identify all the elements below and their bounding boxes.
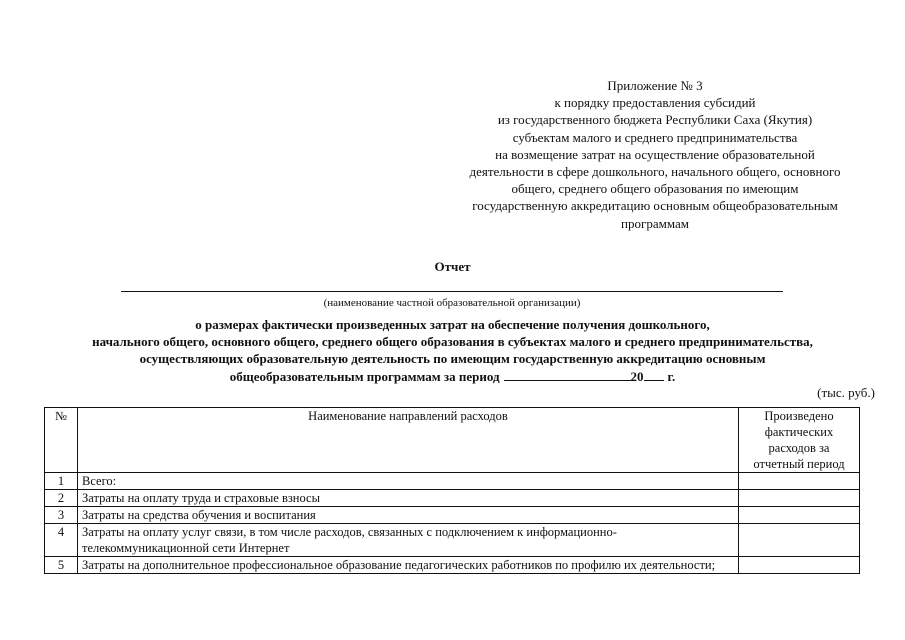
period-year: 20 (630, 368, 644, 384)
header-number: № (45, 408, 78, 473)
report-title: Отчет (434, 259, 471, 274)
subject-line: начального общего, основного общего, среднего общего образования в субъектах малого и среднего предпринимательства, (92, 334, 813, 350)
row-expense-name: Затраты на оплату труда и страховые взносы (78, 490, 739, 507)
subject-line: осуществляющих образовательную деятельность по имеющим государственную аккредитацию основным (139, 351, 766, 367)
row-value-cell[interactable] (739, 524, 860, 557)
row-number: 4 (45, 524, 78, 557)
row-value-cell[interactable] (739, 473, 860, 490)
header-value-line: Произведено (764, 409, 834, 423)
annex-block (420, 77, 890, 232)
expenses-table (44, 407, 860, 574)
row-value-cell[interactable] (739, 507, 860, 524)
annex-line: на возмещение затрат на осуществление образовательной (495, 146, 815, 162)
organization-name-caption: (наименование частной образовательной организации) (323, 297, 581, 309)
annex-line: общего, среднего общего образования по имеющим (511, 181, 799, 197)
header-value-line: расходов за (768, 441, 830, 455)
period-blank (504, 368, 631, 381)
period-prefix: общеобразовательным программам за период (229, 368, 500, 384)
header-expense-name: Наименование направлений расходов (78, 408, 739, 473)
annex-line: из государственного бюджета Республики Саха (Якутия) (497, 112, 813, 128)
subject-period-line (0, 368, 905, 385)
subject-line: о размерах фактически произведенных затрат на обеспечение получения дошкольного, (195, 317, 710, 332)
row-expense-name: Затраты на средства обучения и воспитания (78, 507, 739, 524)
row-expense-name: Затраты на оплату услуг связи, в том числе расходов, связанных с подключением к информационно-телекоммуникационной сети Интернет (78, 524, 739, 557)
annex-line: деятельности в сфере дошкольного, начального общего, основного (469, 164, 841, 180)
row-number: 2 (45, 490, 78, 507)
row-number: 3 (45, 507, 78, 524)
row-value-cell[interactable] (739, 557, 860, 574)
row-expense-name: Всего: (78, 473, 739, 490)
row-value-cell[interactable] (739, 490, 860, 507)
annex-line: субъектам малого и среднего предпринимательства (512, 129, 798, 145)
organization-name-line (121, 291, 783, 292)
table-row (45, 524, 860, 557)
table-row (45, 507, 860, 524)
table-row (45, 557, 860, 574)
annex-line: программам (621, 215, 689, 231)
header-actual-expenses (739, 408, 860, 473)
annex-line: государственную аккредитацию основным общеобразовательным (472, 198, 838, 214)
table-header-row (45, 408, 860, 473)
header-value-line: отчетный период (753, 457, 845, 471)
period-suffix: г. (667, 368, 676, 384)
table-row (45, 473, 860, 490)
annex-line: Приложение № 3 (607, 78, 703, 93)
annex-line: к порядку предоставления субсидий (554, 95, 756, 111)
report-subject (0, 316, 905, 385)
row-number: 1 (45, 473, 78, 490)
year-blank (644, 368, 664, 381)
units-label: (тыс. руб.) (817, 385, 875, 400)
header-value-line: фактических (764, 425, 834, 439)
table-row (45, 490, 860, 507)
row-number: 5 (45, 557, 78, 574)
row-expense-name: Затраты на дополнительное профессиональное образование педагогических работников по профилю их деятельности; (78, 557, 739, 574)
